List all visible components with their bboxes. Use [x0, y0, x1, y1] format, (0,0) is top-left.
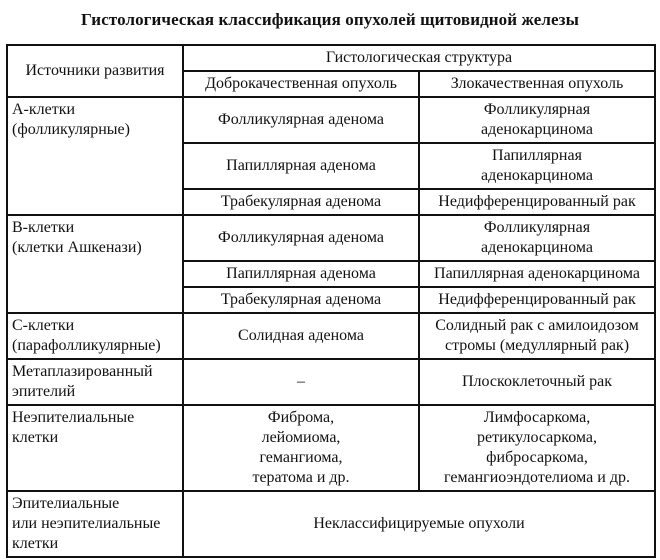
benign-cell: Фолликулярная аденома [183, 215, 419, 261]
malignant-cell: Папиллярная аденокарцинома [419, 143, 655, 189]
table-row [7, 313, 655, 359]
source-mixed: Эпителиальные или неэпителиальные клетки [7, 491, 183, 557]
malignant-cell: Недифференцированный рак [419, 287, 655, 313]
benign-cell: Фолликулярная аденома [183, 97, 419, 143]
benign-cell: Трабекулярная аденома [183, 189, 419, 215]
benign-cell: – [183, 359, 419, 405]
unclassified-cell: Неклассифицируемые опухоли [183, 491, 655, 557]
malignant-cell: Плоскоклеточный рак [419, 359, 655, 405]
benign-cell: Папиллярная аденома [183, 143, 419, 189]
header-structure: Гистологическая структура [183, 45, 655, 71]
malignant-cell: Лимфосаркома, ретикулосаркома, фибросаркома, гемангиоэндотелиома и др. [419, 405, 655, 491]
malignant-cell: Солидный рак с амилоидозом стромы (медуллярный рак) [419, 313, 655, 359]
header-row [7, 45, 655, 71]
benign-cell: Трабекулярная аденома [183, 287, 419, 313]
table-row [7, 359, 655, 405]
table-row [7, 491, 655, 557]
table-row [7, 97, 655, 143]
benign-cell: Папиллярная аденома [183, 261, 419, 287]
source-b-cells: В-клетки (клетки Ашкенази) [7, 215, 183, 313]
source-nonepithelial: Неэпителиальные клетки [7, 405, 183, 491]
malignant-cell: Недифференцированный рак [419, 189, 655, 215]
header-benign: Доброкачественная опухоль [183, 71, 419, 97]
source-c-cells: С-клетки (парафолликулярные) [7, 313, 183, 359]
benign-cell: Солидная аденома [183, 313, 419, 359]
benign-cell: Фиброма, лейомиома, гемангиома, тератома и др. [183, 405, 419, 491]
table-row [7, 405, 655, 491]
page-title: Гистологическая классификация опухолей щитовидной железы [81, 10, 579, 29]
table-row [7, 215, 655, 261]
malignant-cell: Фолликулярная аденокарцинома [419, 97, 655, 143]
header-malignant: Злокачественная опухоль [419, 71, 655, 97]
classification-table [6, 44, 656, 558]
source-metaplastic: Метаплазированный эпителий [7, 359, 183, 405]
malignant-cell: Папиллярная аденокарцинома [419, 261, 655, 287]
header-sources: Источники развития [7, 45, 183, 97]
source-a-cells: А-клетки (фолликулярные) [7, 97, 183, 215]
malignant-cell: Фолликулярная аденокарцинома [419, 215, 655, 261]
